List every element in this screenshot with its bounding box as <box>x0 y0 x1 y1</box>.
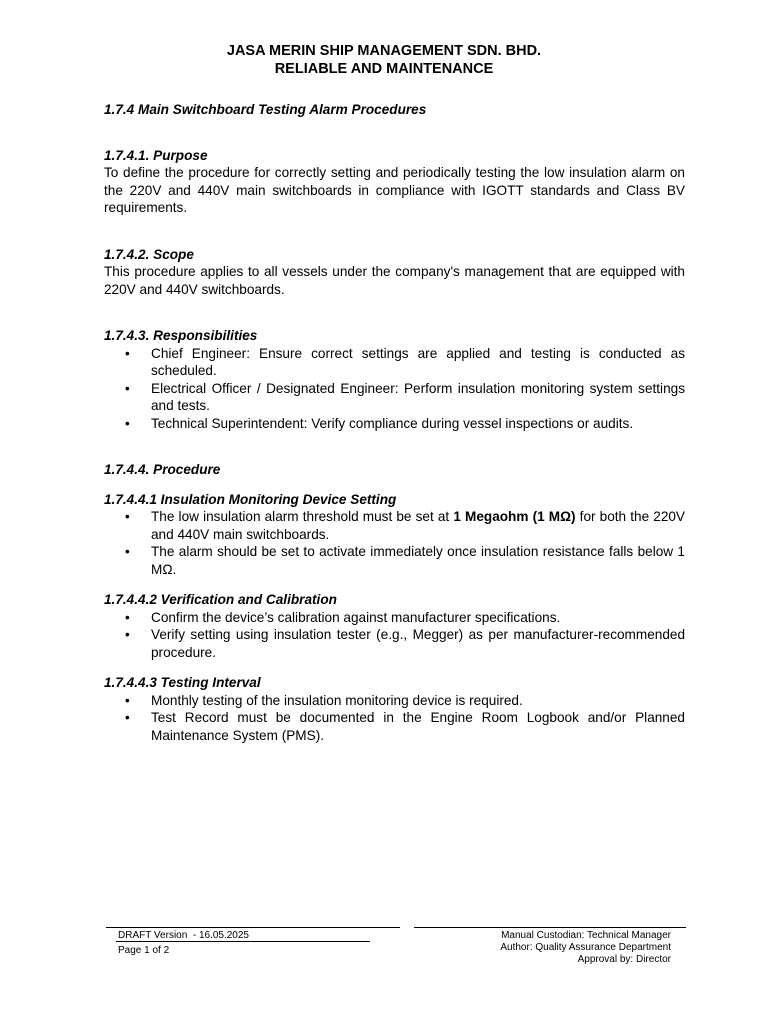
document-body <box>104 101 685 744</box>
footer-divider-left <box>106 927 400 928</box>
page-number: Page 1 of 2 <box>118 944 170 956</box>
footer-right <box>500 930 671 967</box>
bullet-icon: • <box>125 345 130 361</box>
bullet-icon: • <box>125 609 130 625</box>
scope-text: This procedure applies to all vessels under the company's management that are equipped with 220V and 440V switchboards. <box>104 264 685 297</box>
threshold-value: 1 Megaohm (1 MΩ) <box>453 509 576 524</box>
scope-heading: 1.7.4.2. Scope <box>104 246 194 262</box>
verification-list <box>104 609 685 662</box>
draft-version: DRAFT Version - 16.05.2025 <box>118 930 249 941</box>
list-item: • Electrical Officer / Designated Engineer: Perform insulation monitoring system settings and tests. <box>125 380 685 413</box>
testing-list <box>104 692 685 745</box>
setting-list <box>104 508 685 578</box>
list-item: • Test Record must be documented in the Engine Room Logbook and/or Planned Maintenance System (PMS). <box>125 710 685 743</box>
author: Author: Quality Assurance Department <box>500 942 671 954</box>
bullet-icon: • <box>125 544 130 559</box>
bullet-icon: • <box>125 509 130 524</box>
footer-left <box>118 930 249 957</box>
list-item: • Technical Superintendent: Verify compliance during vessel inspections or audits. <box>125 415 634 431</box>
list-item: • The alarm should be set to activate immediately once insulation resistance falls below 1 MΩ. <box>125 544 685 577</box>
list-item: • The low insulation alarm threshold must be set at 1 Megaohm (1 MΩ) for both the 220V and 440V main switchboards. <box>125 509 686 542</box>
setting-heading: 1.7.4.4.1 Insulation Monitoring Device Setting <box>104 491 397 507</box>
document-header <box>0 42 768 78</box>
list-item: • Confirm the device’s calibration against manufacturer specifications. <box>125 609 561 625</box>
list-item: • Chief Engineer: Ensure correct settings are applied and testing is conducted as scheduled. <box>125 345 685 378</box>
bullet-icon: • <box>125 380 130 396</box>
verification-heading: 1.7.4.4.2 Verification and Calibration <box>104 592 337 607</box>
bullet-icon: • <box>125 710 130 725</box>
company-name: JASA MERIN SHIP MANAGEMENT SDN. BHD. <box>226 43 542 59</box>
manual-custodian: Manual Custodian: Technical Manager <box>501 930 671 941</box>
purpose-heading: 1.7.4.1. Purpose <box>104 147 208 163</box>
testing-heading: 1.7.4.4.3 Testing Interval <box>104 675 261 690</box>
bullet-icon: • <box>125 415 130 431</box>
procedure-heading: 1.7.4.4. Procedure <box>104 462 221 477</box>
section-title: 1.7.4 Main Switchboard Testing Alarm Procedures <box>104 102 427 117</box>
responsibilities-list <box>104 345 685 433</box>
footer-divider-right <box>414 927 686 928</box>
bullet-icon: • <box>125 692 130 708</box>
approval: Approval by: Director <box>577 954 671 966</box>
list-item: • Verify setting using insulation tester (e.g., Megger) as per manufacturer-recommended procedure. <box>125 627 685 660</box>
purpose-text: To define the procedure for correctly setting and periodically testing the low insulation alarm on the 220V and 440V main switchboards in compliance with IGOTT standards and Class BV requirements. <box>104 165 685 215</box>
bullet-icon: • <box>125 627 130 642</box>
document-subtitle: RELIABLE AND MAINTENANCE <box>274 61 494 77</box>
responsibilities-heading: 1.7.4.3. Responsibilities <box>104 328 258 343</box>
list-item: • Monthly testing of the insulation monitoring device is required. <box>125 692 523 708</box>
